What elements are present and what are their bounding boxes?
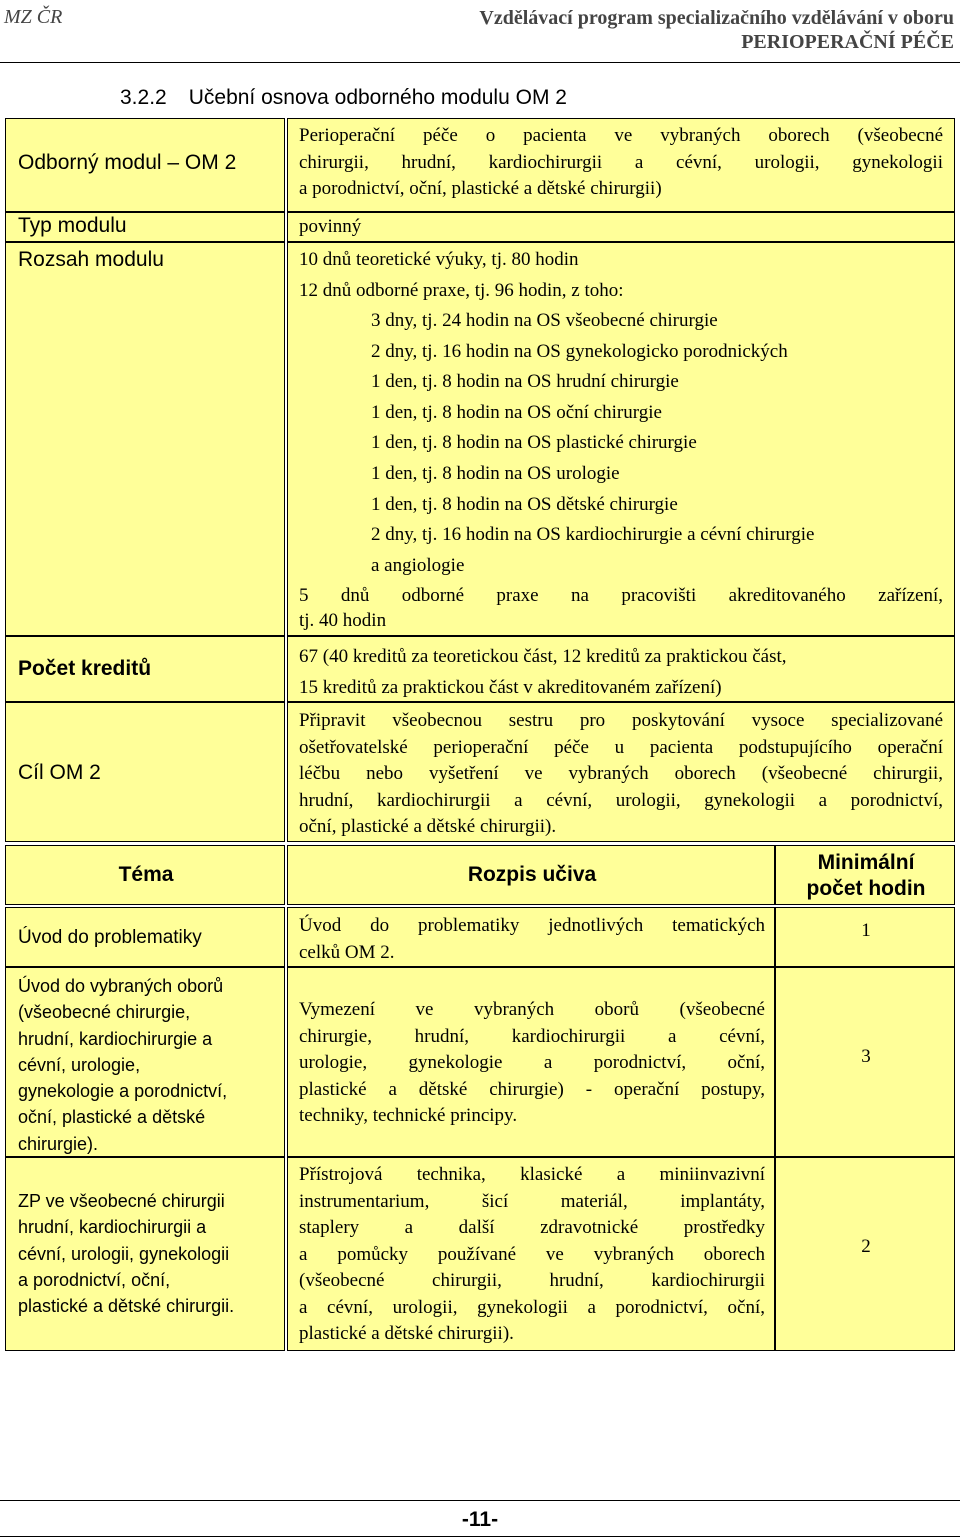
credits-line: 15 kreditů za praktickou část v akreditovaném zařízení) — [299, 677, 722, 698]
section-number: 3.2.2 — [120, 86, 167, 109]
header-right-line2: PERIOPERAČNÍ PÉČE — [741, 31, 954, 53]
goal-line: ošetřovatelské perioperační péče u pacienta podstupujícího operační — [299, 736, 943, 758]
scope-item: 1 den, tj. 8 hodin na OS dětské chirurgie — [371, 493, 678, 515]
header-right-line1: Vzdělávací program specializačního vzdělávání v oboru — [479, 7, 954, 29]
type-value: povinný — [299, 216, 362, 237]
credits-value — [299, 641, 787, 703]
row3-content-cell — [287, 1157, 775, 1351]
scope-items — [371, 306, 814, 581]
header-hours-line1: Minimální — [817, 851, 915, 874]
section-title — [120, 86, 567, 110]
scope-label: Rozsah modulu — [18, 248, 164, 271]
credits-label: Počet kreditů — [18, 657, 152, 680]
row3-topic-cell — [5, 1157, 285, 1351]
row2-topic-line: hrudní, kardiochirurgie a — [18, 1028, 213, 1049]
row2-topic-line: gynekologie a porodnictví, — [18, 1081, 228, 1102]
row3-content-line: staplery a další zdravotnické prostředky — [299, 1217, 765, 1238]
row1-content-line: Úvod do problematiky jednotlivých tematických — [299, 915, 765, 936]
goal-line: oční, plastické a dětské chirurgii). — [299, 816, 557, 837]
header-hours — [776, 850, 956, 902]
module-line: a porodnictví, oční, plastické a dětské chirurgii) — [299, 178, 662, 199]
credits-label-cell — [5, 636, 285, 702]
goal-label-cell — [5, 702, 285, 842]
row1-hours: 1 — [861, 920, 871, 941]
scope-item: a angiologie — [371, 554, 465, 576]
row2-topic-line: oční, plastické a dětské — [18, 1107, 206, 1128]
scope-line: 10 dnů teoretické výuky, tj. 80 hodin — [299, 249, 579, 270]
module-line: Perioperační péče o pacienta ve vybraných oborech (všeobecné — [299, 125, 943, 146]
type-label-cell — [5, 212, 285, 242]
header-topic: Téma — [118, 863, 174, 886]
credits-value-cell — [287, 636, 955, 702]
row2-content-line: techniky, technické principy. — [299, 1105, 518, 1126]
goal-label: Cíl OM 2 — [18, 761, 101, 784]
header-content: Rozpis učiva — [467, 863, 597, 886]
row2-content-line: plastické a dětské chirurgie) - operační postupy, — [299, 1078, 765, 1100]
row3-content-line: plastické a dětské chirurgii). — [299, 1323, 514, 1344]
row3-topic — [18, 1188, 234, 1319]
scope-item: 1 den, tj. 8 hodin na OS urologie — [371, 462, 620, 484]
row3-content-line: Přístrojová technika, klasické a miniinvazivní — [299, 1164, 765, 1185]
scope-value-cell — [287, 242, 955, 636]
row3-hours: 2 — [861, 1236, 871, 1257]
row3-topic-line: cévní, urologii, gynekologii — [18, 1243, 230, 1264]
goal-value-cell — [287, 702, 955, 842]
scope-label-cell — [5, 242, 285, 636]
row2-content-cell — [287, 967, 775, 1157]
scope-item: 1 den, tj. 8 hodin na OS oční chirurgie — [371, 401, 662, 423]
row1-content-cell — [287, 907, 775, 967]
row3-content-line: (všeobecné chirurgii, hrudní, kardiochirurgii — [299, 1270, 765, 1291]
scope-item: 1 den, tj. 8 hodin na OS hrudní chirurgie — [371, 371, 679, 393]
module-description — [299, 123, 943, 203]
scope-item: 2 dny, tj. 16 hodin na OS gynekologicko porodnických — [371, 340, 788, 362]
goal-line: Připravit všeobecnou sestru pro poskytování vysoce specializované — [299, 710, 943, 731]
row2-content-line: Vymezení ve vybraných oborů (všeobecné — [299, 999, 765, 1020]
row2-hours: 3 — [861, 1046, 871, 1067]
scope-practice-line: 5 dnů odborné praxe na pracovišti akreditovaného zařízení, — [299, 585, 943, 606]
scope-practice-line: tj. 40 hodin — [299, 610, 387, 631]
row1-topic: Úvod do problematiky — [18, 927, 202, 948]
header-hours-line2: počet hodin — [806, 877, 926, 900]
row2-content-line: chirurgie, hrudní, kardiochirurgii a cévní, — [299, 1025, 765, 1047]
module-line: chirurgii, hrudní, kardiochirurgii a cévní, urologii, gynekologii — [299, 151, 943, 173]
row3-content-line: instrumentarium, šicí materiál, implantáty, — [299, 1190, 765, 1212]
header-right — [479, 6, 954, 54]
module-label: Odborný modul – OM 2 — [18, 151, 237, 174]
header-content-cell — [287, 845, 775, 905]
row1-topic-cell — [5, 907, 285, 967]
goal-line: hrudní, kardiochirurgii a cévní, urologii, gynekologii a porodnictví, — [299, 789, 943, 811]
page-header — [0, 0, 960, 60]
header-hours-cell — [775, 845, 955, 905]
row3-topic-line: ZP ve všeobecné chirurgii — [18, 1191, 225, 1211]
row2-content-line: urologie, gynekologie a porodnictví, oční, — [299, 1052, 765, 1073]
scope-item: 1 den, tj. 8 hodin na OS plastické chirurgie — [371, 432, 697, 454]
scope-lines — [299, 245, 624, 307]
footer-rule-bottom — [0, 1536, 960, 1537]
section-title-text: Učební osnova odborného modulu OM 2 — [188, 86, 567, 109]
module-label-cell — [5, 118, 285, 212]
credits-line: 67 (40 kreditů za teoretickou část, 12 kreditů za praktickou část, — [299, 646, 787, 667]
row1-content — [299, 913, 765, 966]
type-label: Typ modulu — [18, 214, 127, 237]
row3-topic-line: a porodnictví, oční, — [18, 1269, 171, 1290]
scope-item: 2 dny, tj. 16 hodin na OS kardiochirurgie a cévní chirurgie — [371, 524, 815, 546]
row2-hours-cell — [775, 967, 955, 1157]
scope-practice — [299, 583, 943, 633]
header-rule — [0, 62, 960, 63]
row2-topic-line: Úvod do vybraných oborů — [18, 976, 224, 996]
row2-topic — [18, 973, 227, 1157]
type-value-cell — [287, 212, 955, 242]
row2-topic-cell — [5, 967, 285, 1157]
row2-topic-line: (všeobecné chirurgie, — [18, 1002, 191, 1023]
row1-hours-cell — [775, 907, 955, 967]
row3-content — [299, 1162, 765, 1348]
scope-line: 12 dnů odborné praxe, tj. 96 hodin, z toho: — [299, 279, 624, 301]
header-topic-cell — [5, 845, 285, 905]
row3-topic-line: plastické a dětské chirurgii. — [18, 1296, 235, 1317]
goal-text — [299, 708, 943, 841]
page-number: -11- — [461, 1508, 499, 1531]
header-left: MZ ČR — [4, 6, 63, 28]
row3-content-line: a pomůcky používané ve vybraných oborech — [299, 1243, 765, 1265]
module-value-cell — [287, 118, 955, 212]
row1-content-line: celků OM 2. — [299, 941, 395, 963]
row3-topic-line: hrudní, kardiochirurgii a — [18, 1217, 207, 1238]
goal-line: léčbu nebo vyšetření ve vybraných oborech (všeobecné chirurgii, — [299, 763, 943, 784]
row2-topic-line: chirurgie). — [18, 1133, 99, 1154]
row2-topic-line: cévní, urologie, — [18, 1054, 141, 1075]
scope-item: 3 dny, tj. 24 hodin na OS všeobecné chirurgie — [371, 310, 718, 331]
row3-content-line: a cévní, urologii, gynekologii a porodnictví, oční, — [299, 1296, 765, 1318]
row2-content — [299, 997, 765, 1130]
row3-hours-cell — [775, 1157, 955, 1351]
footer-rule-top — [0, 1500, 960, 1501]
